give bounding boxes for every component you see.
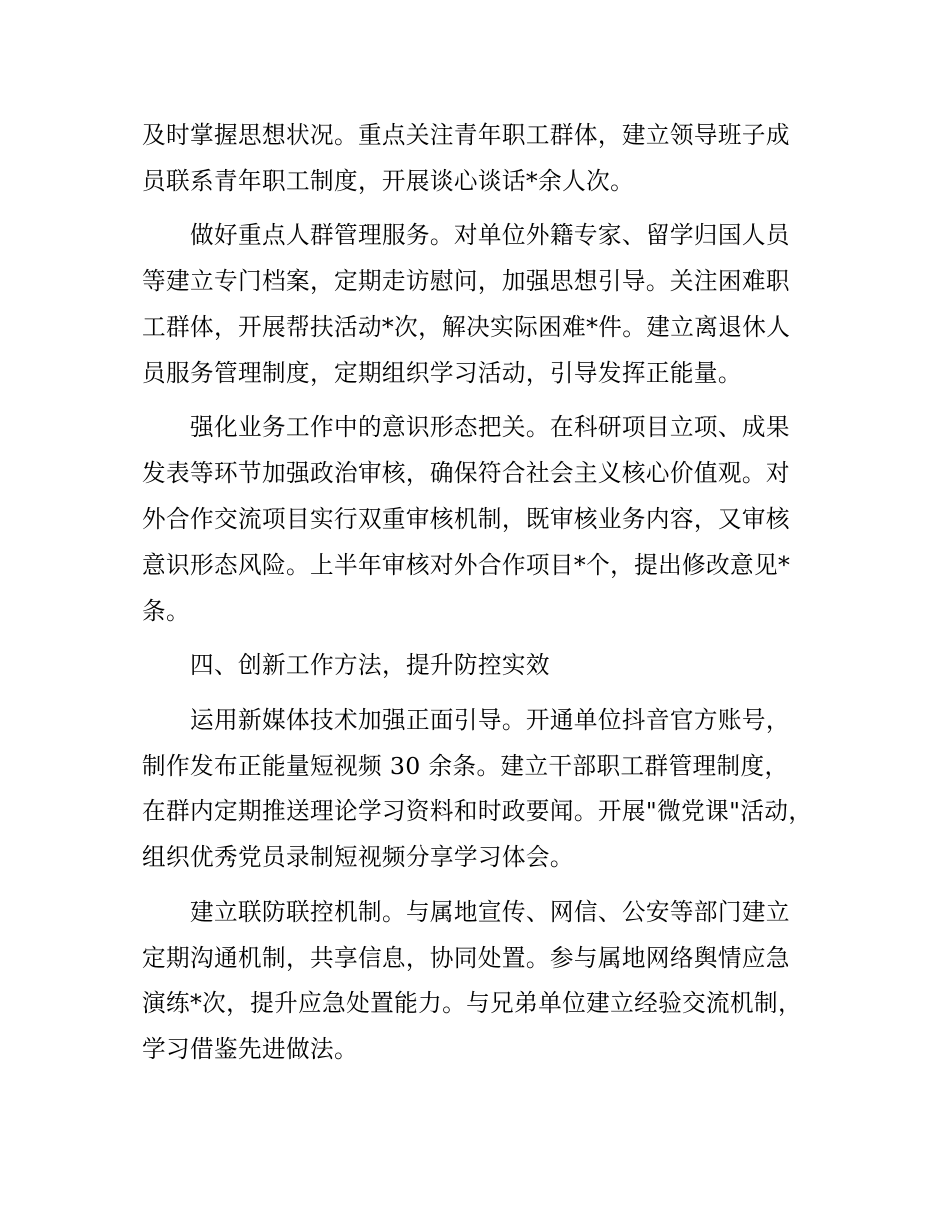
text-line: 制作发布正能量短视频 30 余条。建立干部职工群管理制度，: [142, 751, 789, 780]
text-line: 定期沟通机制，共享信息，协同处置。参与属地网络舆情应急: [142, 943, 790, 972]
paragraph-key-groups: [142, 213, 822, 396]
text-line: 强化业务工作中的意识形态把关。在科研项目立项、成果: [190, 413, 790, 442]
text-line: 演练*次，提升应急处置能力。与兄弟单位建立经验交流机制，: [142, 989, 803, 1018]
paragraph-new-media: [142, 698, 822, 881]
text-line: 建立联防联控机制。与属地宣传、网信、公安等部门建立: [190, 897, 790, 926]
section-heading-text: 四、创新工作方法，提升防控实效: [190, 651, 550, 680]
text-line: 等建立专门档案，定期走访慰问，加强思想引导。关注困难职: [142, 267, 790, 296]
document-body: [142, 113, 822, 1073]
text-line: 组织优秀党员录制短视频分享学习体会。: [142, 843, 574, 872]
text-line: 外合作交流项目实行双重审核机制，既审核业务内容，又审核: [142, 504, 790, 533]
text-line: 工群体，开展帮扶活动*次，解决实际困难*件。建立离退休人: [142, 312, 791, 341]
text-line: 学习借鉴先进做法。: [142, 1035, 358, 1064]
text-line: 运用新媒体技术加强正面引导。开通单位抖音官方账号，: [190, 705, 790, 734]
text-line: 员服务管理制度，定期组织学习活动，引导发挥正能量。: [142, 358, 742, 387]
paragraph-business-review: [142, 405, 822, 634]
text-line: 发表等环节加强政治审核，确保符合社会主义核心价值观。对: [142, 459, 790, 488]
text-line: 员联系青年职工制度，开展谈心谈话*余人次。: [142, 166, 635, 195]
text-line: 意识形态风险。上半年审核对外合作项目*个，提出修改意见*: [142, 550, 791, 579]
paragraph-continuation: [142, 113, 822, 205]
text-line: 条。: [142, 596, 190, 625]
text-line: 及时掌握思想状况。重点关注青年职工群体，建立领导班子成: [142, 121, 790, 149]
text-line: 做好重点人群管理服务。对单位外籍专家、留学归国人员: [190, 221, 790, 250]
paragraph-joint-control: [142, 890, 822, 1073]
section-heading: [142, 643, 822, 689]
text-line: 在群内定期推送理论学习资料和时政要闻。开展"微党课"活动，: [142, 797, 813, 826]
